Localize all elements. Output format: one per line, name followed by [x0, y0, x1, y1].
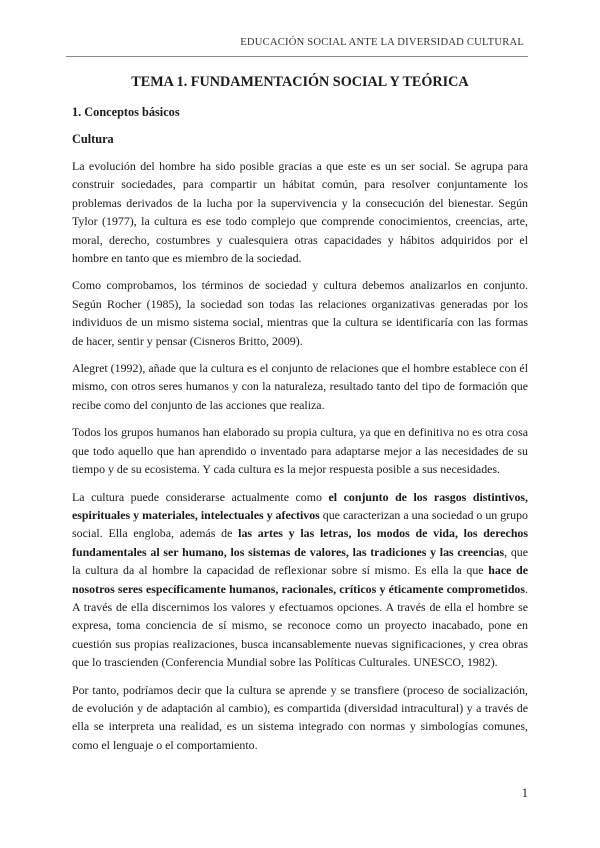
paragraph-5-text-4: . A través de ella discernimos los valores y efectuamos opciones. A través de ella el hombre se expresa, toma conciencia de sí mismo, se reconoce como un proyecto inacabado, pone en cuestión sus propias realizaciones, busca incansablemente nuevas significaciones, y crea obras que lo trascienden (Conferencia Mundial sobre las Políticas Culturales. UNESCO, 1982). [72, 581, 528, 670]
running-header: EDUCACIÓN SOCIAL ANTE LA DIVERSIDAD CULTURAL [240, 37, 524, 48]
paragraph-1: La evolución del hombre ha sido posible gracias a que este es un ser social. Se agrupa para construir sociedades, para compartir un hábitat común, para resolver conjuntamente los problemas derivados de la lucha por la supervivencia y la consecución del bienestar. Según Tylor (1977), la cultura es ese todo complejo que comprende conocimientos, creencias, arte, moral, derecho, costumbres y cualesquiera otras capacidades y hábitos adquiridos por el hombre en tanto que es miembro de la sociedad. [72, 159, 528, 266]
paragraph-2: Como comprobamos, los términos de sociedad y cultura debemos analizarlos en conjunto. Según Rocher (1985), la sociedad son todas las relaciones organizativas generadas por los individuos de un mismo sistema social, mientras que la cultura se identificaría con las formas de hacer, sentir y pensar (Cisneros Britto, 2009). [72, 278, 528, 348]
paragraph-4: Todos los grupos humanos han elaborado su propia cultura, ya que en definitiva no es otra cosa que todo aquello que han aprendido o inventado para adaptarse mejor a las necesidades de su tiempo y de su ecosistema. Y cada cultura es la mejor respuesta posible a sus necesidades. [72, 425, 528, 477]
page-number: 1 [521, 786, 528, 800]
paragraph-5-bold-2: las artes y las letras, los modos de vida, los derechos fundamentales al ser humano, los sistemas de valores, las tradiciones y las creencias [72, 526, 529, 559]
paragraph-3: Alegret (1992), añade que la cultura es el conjunto de relaciones que el hombre establece con él mismo, con otros seres humanos y con la naturaleza, resultado tanto del tipo de formación que recibe como del conjunto de las acciones que realiza. [72, 361, 528, 412]
subsection-heading: Cultura [72, 132, 114, 146]
paragraph-5-text-2: que caracterizan a una sociedad o un grupo social. Ella engloba, además de [72, 507, 528, 541]
paragraph-5-text-3: , que la cultura da al hombre la capacidad de reflexionar sobre sí mismo. Es ella la que [72, 544, 528, 578]
paragraph-5 [72, 488, 528, 672]
header-divider [66, 56, 528, 57]
paragraph-5-bold-3: hace de nosotros seres específicamente humanos, racionales, críticos y éticamente comprometidos [72, 563, 529, 596]
paragraph-5-bold-1: el conjunto de los rasgos distintivos, espirituales y materiales, intelectuales y afectivos [72, 489, 529, 522]
paragraph-6: Por tanto, podríamos decir que la cultura se aprende y se transfiere (proceso de socialización, de evolución y de adaptación al cambio), es compartida (diversidad intracultural) y a través de ella se interpreta una realidad, es un sistema integrado con normas y simbologías comunes, como el lenguaje o el comportamiento. [72, 682, 528, 752]
section-heading: 1. Conceptos básicos [72, 105, 180, 119]
document-title: TEMA 1. FUNDAMENTACIÓN SOCIAL Y TEÓRICA [131, 74, 469, 90]
page-content [72, 74, 528, 763]
paragraph-5-text-1: La cultura puede considerarse actualmente como [72, 489, 329, 504]
